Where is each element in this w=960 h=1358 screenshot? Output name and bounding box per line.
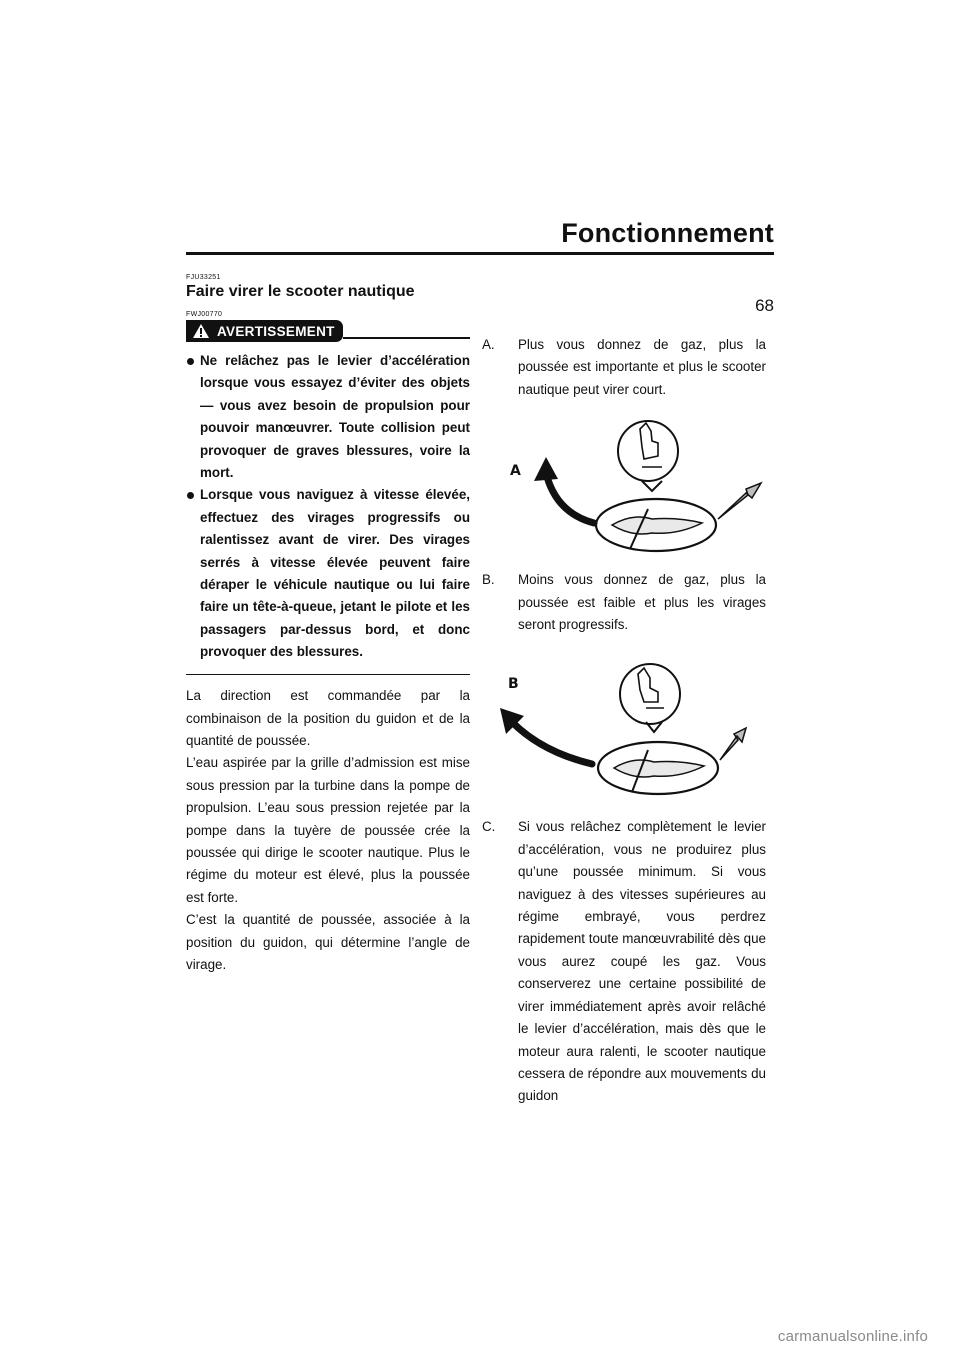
warning-item: Ne relâchez pas le levier d’accélération lorsque vous essayez d’éviter des objets — vous avez besoin de propulsion pour pouvoir manœuvrer. Toute collision peut provoquer de graves blessures, voire la mort. — [186, 350, 470, 484]
footer-watermark[interactable]: carmanualsonline.info — [777, 1328, 928, 1345]
list-text: Moins vous donnez de gaz, plus la poussée est faible et plus les virages seront progressifs. — [518, 572, 766, 633]
header-rule — [186, 252, 774, 255]
body-paragraph: L’eau aspirée par la grille d’admission est mise sous pression par la turbine dans la pompe de propulsion. L’eau sous pression rejetée par la pompe dans la tuyère de poussée crée la poussée qui dirige le scooter nautique. Plus le régime du moteur est élevé, plus la poussée est forte. — [186, 755, 470, 905]
body-paragraph: La direction est commandée par la combinaison de la position du guidon et de la quantité de poussée. — [186, 688, 470, 748]
page-number: 68 — [755, 296, 774, 315]
list-letter: A. — [482, 337, 495, 352]
left-column — [186, 274, 470, 976]
figure-b — [482, 636, 766, 816]
right-column — [482, 334, 766, 1108]
list-text: Plus vous donnez de gaz, plus la poussée est importante et plus le scooter nautique peut virer court. — [518, 337, 766, 397]
list-letter: B. — [482, 572, 495, 588]
section-heading: Faire virer le scooter nautique — [186, 283, 415, 300]
section-code: FJU33251 — [186, 274, 221, 281]
warning-header — [186, 320, 470, 342]
warning-code: FWJ00770 — [186, 311, 223, 318]
warning-item: Lorsque vous naviguez à vitesse élevée, effectuez des virages progressifs ou ralentissez avant de virer. Des virages serrés à vitesse élevée peuvent faire déraper le véhicule nautique ou lui faire faire un tête-à-queue, jetant le pilote et les passagers par-dessus bord, et donc provoquer des blessures. — [186, 484, 470, 663]
list-item-a — [482, 334, 766, 401]
figure-b-label: B — [508, 676, 519, 693]
warning-bottom-rule — [186, 674, 470, 676]
warning-rule — [343, 337, 470, 339]
list-item-b — [482, 569, 766, 636]
jet-ski-sharp-turn-illustration — [482, 401, 766, 569]
list-text: Si vous relâchez complètement le levier d’accélération, vous ne produirez plus qu’une poussée minimum. Si vous naviguez à des vitesses supérieures au régime embrayé, vous perdrez rapidement toute manœuvrabilité dès que vous aurez coupé les gaz. Vous conserverez une certaine possibilité de virer immédiatement après avoir relâché le levier d’accélération, mais dès que le moteur aura ralenti, le scooter nautique cessera de répondre aux mouvements du guidon — [518, 819, 766, 1104]
list-item-c — [482, 816, 766, 1107]
figure-a — [482, 401, 766, 569]
warning-triangle-icon — [192, 323, 210, 339]
figure-a-label: A — [510, 463, 521, 480]
jet-ski-gradual-turn-illustration — [482, 636, 766, 816]
chapter-title: Fonctionnement — [561, 218, 774, 248]
list-letter: C. — [482, 819, 496, 835]
warning-list — [186, 350, 470, 664]
warning-label: AVERTISSEMENT — [217, 323, 335, 339]
warning-badge — [186, 320, 343, 342]
body-paragraph: C’est la quantité de poussée, associée à la position du guidon, qui détermine l’angle de virage. — [186, 912, 470, 973]
